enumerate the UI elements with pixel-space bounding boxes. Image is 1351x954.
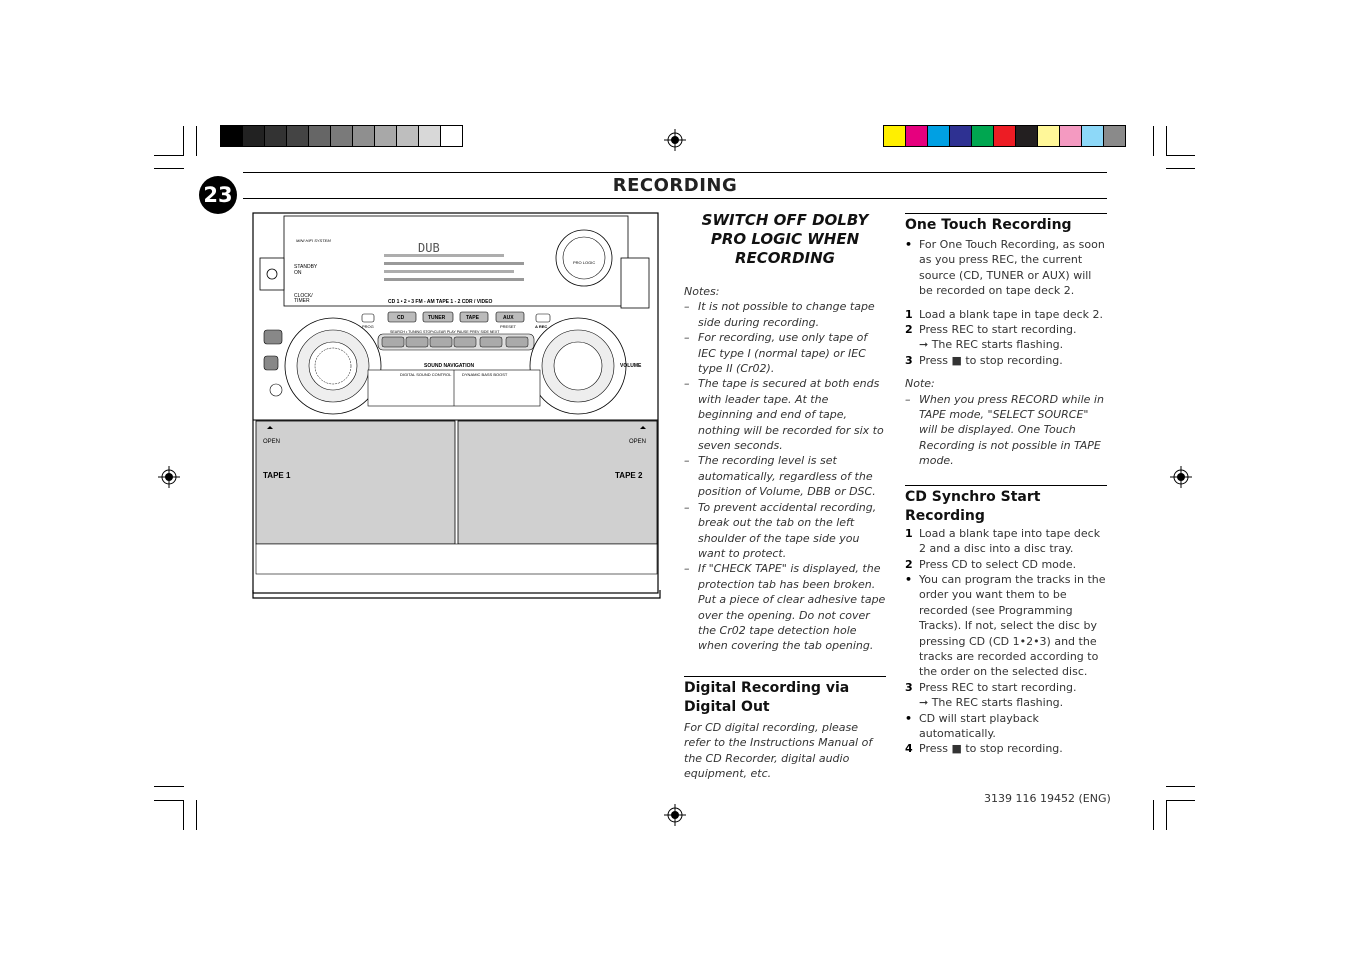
note-item: – If "CHECK TAPE" is displayed, the protection tab has been broken. Put a piece of clear adhesive tape over the opening. Do not cover the Cr02 tape detection hole when covering the tab opening.: [684, 561, 886, 653]
display-text: DUB: [418, 241, 440, 255]
gray-swatch: [287, 126, 309, 146]
note-item: – The recording level is set automatically, regardless of the position of Volume, DBB or DSC.: [684, 453, 886, 499]
color-swatch: [950, 126, 972, 146]
registration-mark-icon: [158, 466, 180, 488]
step-item: 2 Press REC to start recording.: [905, 323, 1077, 337]
aux-button-label: AUX: [503, 315, 514, 321]
cd-synchro-steps: [905, 526, 1107, 757]
step-item: ➞ The REC starts flashing.: [919, 696, 1064, 710]
color-swatch: [1082, 126, 1104, 146]
gray-swatch: [353, 126, 375, 146]
note-item: – The tape is secured at both ends with leader tape. At the beginning and end of tape, nothing will be recorded for six to seven seconds.: [684, 376, 886, 453]
color-swatch: [972, 126, 994, 146]
gray-swatch: [309, 126, 331, 146]
tape-button-label: TAPE: [466, 315, 479, 321]
dolby-heading: SWITCH OFF DOLBY PRO LOGIC WHEN RECORDING: [701, 211, 869, 267]
color-bar: [883, 125, 1126, 147]
notes-list: [684, 299, 886, 653]
standby-label: STANDBY: [294, 264, 318, 270]
model-label: MINI HIFI SYSTEM: [296, 238, 331, 243]
color-swatch: [928, 126, 950, 146]
clock-label: CLOCK/: [294, 293, 313, 299]
one-touch-heading: One Touch Recording: [905, 213, 1107, 235]
bullet-icon: •: [905, 238, 913, 251]
registration-mark-icon: [664, 129, 686, 151]
color-swatch: [1104, 126, 1125, 146]
color-swatch: [994, 126, 1016, 146]
step-item: 3 Press REC to start recording.: [905, 680, 1077, 694]
grayscale-bar: [220, 125, 463, 147]
gray-swatch: [375, 126, 397, 146]
tape1-open-label: OPEN: [263, 439, 281, 445]
registration-mark-icon: [1170, 466, 1192, 488]
color-swatch: [1060, 126, 1082, 146]
step-item: • You can program the tracks in the order you want them to be recorded (see Programming Tracks). If not, select the disc by pressing CD (CD 1•2•3) and the tracks are recorded according to the order on the selected disc.: [905, 572, 1106, 679]
step-item: • CD will start playback automatically.: [905, 711, 1039, 740]
title-rule-top: [243, 172, 1107, 173]
gray-swatch: [441, 126, 462, 146]
step-item: 2 Press CD to select CD mode.: [905, 557, 1077, 571]
tape2-open-label: OPEN: [629, 439, 647, 445]
a-rec-label: A REC: [535, 324, 548, 329]
footer-code: 3139 116 19452 (ENG): [984, 792, 1111, 805]
gray-swatch: [221, 126, 243, 146]
color-swatch: [1016, 126, 1038, 146]
note-item: – To prevent accidental recording, break out the tab on the left shoulder of the tape side you want to protect.: [684, 500, 886, 562]
note-item: – For recording, use only tape of IEC type I (normal tape) or IEC type II (Cr02).: [684, 330, 886, 376]
sound-navigation-label: SOUND NAVIGATION: [424, 363, 475, 369]
gray-swatch: [397, 126, 419, 146]
tape2-label: TAPE 2: [615, 471, 643, 480]
step-item: 3 Press ■ to stop recording.: [905, 353, 1063, 367]
prog-label: PROG: [362, 324, 374, 329]
color-swatch: [1038, 126, 1060, 146]
note-item: – It is not possible to change tape side during recording.: [684, 299, 886, 330]
gray-swatch: [243, 126, 265, 146]
column-right: [905, 213, 1107, 757]
note-list: [905, 392, 1107, 469]
registration-mark-icon: [664, 804, 686, 826]
digital-sound-control-label: DIGITAL SOUND CONTROL: [400, 372, 452, 377]
search-row: SEARCH • TUNING STOP•CLEAR PLAY PAUSE PREV SIDE NEXT: [390, 330, 500, 334]
step-item: 1 Load a blank tape in tape deck 2.: [905, 307, 1104, 321]
cd-button-label: CD: [397, 315, 405, 321]
gray-swatch: [331, 126, 353, 146]
color-swatch: [906, 126, 928, 146]
digital-recording-heading: Digital Recording via Digital Out: [684, 676, 886, 717]
column-middle: [684, 211, 886, 781]
note-label: Note:: [905, 377, 935, 391]
sources-row: CD 1 • 2 • 3 FM - AM TAPE 1 - 2 CDR / VIDEO: [388, 299, 493, 305]
gray-swatch: [419, 126, 441, 146]
pro-logic-label: PRO LOGIC: [573, 260, 596, 265]
page-title: RECORDING: [612, 175, 738, 196]
dynamic-bass-boost-label: DYNAMIC BASS BOOST: [462, 372, 508, 377]
preset-label: PRESET: [500, 324, 517, 329]
gray-swatch: [265, 126, 287, 146]
one-touch-bullet: • For One Touch Recording, as soon as you press REC, the current source (CD, TUNER or AUX) will be recorded on tape deck 2.: [905, 238, 1105, 298]
timer-label: TIMER: [294, 298, 310, 304]
step-item: 4 Press ■ to stop recording.: [905, 742, 1063, 756]
step-item: ➞ The REC starts flashing.: [919, 338, 1064, 352]
tuner-button-label: TUNER: [428, 315, 446, 321]
title-rule-bottom: [243, 198, 1107, 199]
device-illustration: [248, 210, 664, 602]
note-item: – When you press RECORD while in TAPE mode, "SELECT SOURCE" will be displayed. One Touch Recording is not possible in TAPE mode.: [905, 392, 1107, 469]
tape1-label: TAPE 1: [263, 471, 291, 480]
cd-synchro-heading: CD Synchro Start Recording: [905, 485, 1107, 526]
on-label: ON: [294, 270, 302, 276]
color-swatch: [884, 126, 906, 146]
page-number: 23: [199, 176, 237, 214]
notes-label: Notes:: [684, 285, 720, 298]
digital-recording-text: For CD digital recording, please refer to the Instructions Manual of the CD Recorder, digital audio equipment, etc.: [684, 720, 873, 780]
one-touch-steps: [905, 307, 1107, 369]
volume-label: VOLUME: [620, 363, 642, 369]
step-item: 1 Load a blank tape into tape deck 2 and a disc into a disc tray.: [905, 526, 1101, 556]
